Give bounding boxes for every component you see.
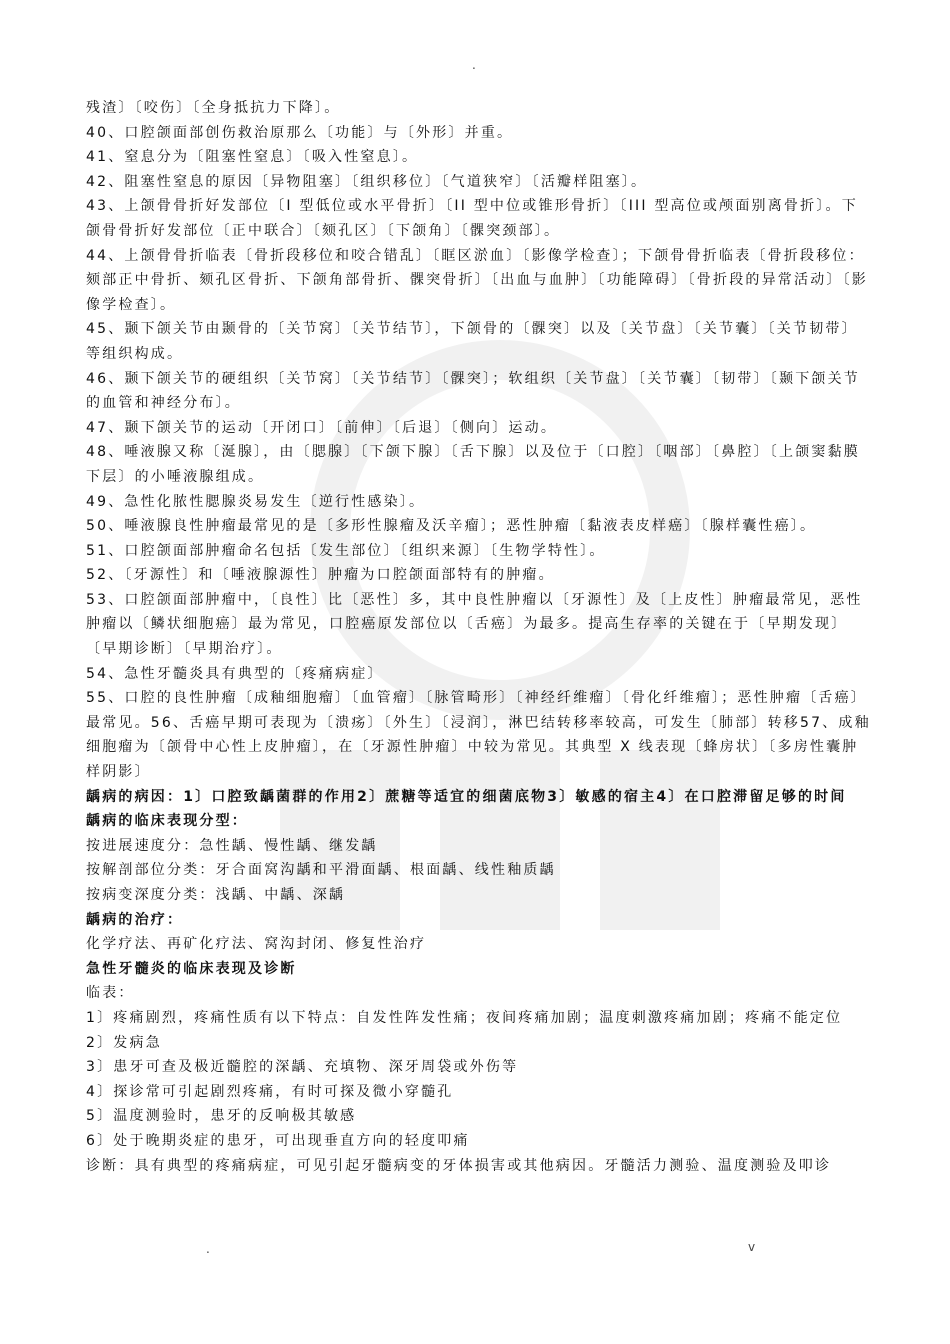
paragraph: 50、唾液腺良性肿瘤最常见的是〔多形性腺瘤及沃辛瘤〕；恶性肿瘤〔黏液表皮样癌〕〔腺样囊性癌〕。 <box>86 518 817 535</box>
paragraph: 2〕发病急 <box>86 1034 162 1051</box>
paragraph: 43、上颌骨骨折好发部位〔I 型低位或水平骨折〕〔II 型中位或锥形骨折〕〔III 型高位或颅面别离骨折〕。下颌骨骨折好发部位〔正中联合〕〔颏孔区〕〔下颌角〕〔髁突颈部〕。 <box>86 198 858 239</box>
paragraph: 按解剖部位分类：牙合面窝沟龋和平滑面龋、根面龋、线性釉质龋 <box>86 862 556 879</box>
section-heading: 龋病的病因：1〕口腔致龋菌群的作用2〕蔗糖等适宜的细菌底物3〕敏感的宿主4〕在口腔滞留足够的时间 <box>86 788 847 805</box>
paragraph: 残渣〕〔咬伤〕〔全身抵抗力下降〕。 <box>86 100 341 116</box>
section-heading: 龋病的临床表现分型： <box>86 813 248 830</box>
paragraph: 1〕疼痛剧烈，疼痛性质有以下特点：自发性阵发性痛；夜间疼痛加剧；温度刺激疼痛加剧；疼痛不能定位 <box>86 1009 843 1026</box>
document-body <box>86 96 872 1178</box>
paragraph: 5〕温度测验时，患牙的反响极其敏感 <box>86 1108 357 1125</box>
paragraph: 42、阻塞性窒息的原因〔异物阻塞〕〔组织移位〕〔气道狭窄〕〔活瓣样阻塞〕。 <box>86 173 648 190</box>
paragraph: 临表： <box>86 985 135 1002</box>
paragraph: 40、口腔颌面部创伤救治原那么〔功能〕与〔外形〕并重。 <box>86 124 514 141</box>
paragraph: 46、颞下颌关节的硬组织〔关节窝〕〔关节结节〕〔髁突〕；软组织〔关节盘〕〔关节囊〕〔韧带〕〔颞下颌关节的血管和神经分布〕。 <box>86 370 861 412</box>
paragraph: 6〕处于晚期炎症的患牙，可出现垂直方向的轻度叩痛 <box>86 1132 470 1149</box>
paragraph: 51、口腔颌面部肿瘤命名包括〔发生部位〕〔组织来源〕〔生物学特性〕。 <box>86 542 606 559</box>
paragraph: 按进展速度分：急性龋、慢性龋、继发龋 <box>86 837 378 854</box>
paragraph: 54、急性牙髓炎具有典型的〔疼痛病症〕 <box>86 665 384 682</box>
section-heading: 急性牙髓炎的临床表现及诊断 <box>86 960 297 977</box>
paragraph: 44、上颌骨骨折临表〔骨折段移位和咬合错乱〕〔眶区淤血〕〔影像学检查〕；下颌骨骨折临表〔骨折段移位：颏部正中骨折、颏孔区骨折、下颌角部骨折、髁突骨折〕〔出血与血肿〕〔功能障碍〕〔骨折段的异常活动〕〔影像学检查〕。 <box>86 247 868 313</box>
footer-dot: . <box>206 1242 210 1256</box>
paragraph: 48、唾液腺又称〔涎腺〕，由〔腮腺〕〔下颌下腺〕〔舌下腺〕以及位于〔口腔〕〔咽部〕〔鼻腔〕〔上颌窦黏膜下层〕的小唾液腺组成。 <box>86 444 861 485</box>
footer-mark: v <box>748 1240 756 1254</box>
paragraph: 49、急性化脓性腮腺炎易发生〔逆行性感染〕。 <box>86 493 426 510</box>
section-heading: 龋病的治疗： <box>86 911 184 928</box>
paragraph: 45、颞下颌关节由颞骨的〔关节窝〕〔关节结节〕，下颌骨的〔髁突〕以及〔关节盘〕〔关节囊〕〔关节韧带〕等组织构成。 <box>86 321 858 362</box>
paragraph: 53、口腔颌面部肿瘤中，〔良性〕比〔恶性〕多，其中良性肿瘤以〔牙源性〕及〔上皮性〕肿瘤最常见，恶性肿瘤以〔鳞状细胞癌〕最为常见，口腔癌原发部位以〔舌癌〕为最多。提高生存率的关键在于〔早期发现〕〔早期诊断〕〔早期治疗〕。 <box>86 591 863 658</box>
paragraph: 47、颞下颌关节的运动〔开闭口〕〔前伸〕〔后退〕〔侧向〕运动。 <box>86 419 558 436</box>
paragraph: 化学疗法、再矿化疗法、窝沟封闭、修复性治疗 <box>86 936 427 953</box>
header-dot: . <box>472 58 476 72</box>
paragraph: 诊断：具有典型的疼痛病症，可见引起牙髓病变的牙体损害或其他病因。牙髓活力测验、温度测验及叩诊 <box>86 1157 832 1174</box>
paragraph: 4〕探诊常可引起剧烈疼痛，有时可探及微小穿髓孔 <box>86 1083 454 1100</box>
paragraph: 41、窒息分为〔阻塞性窒息〕〔吸入性窒息〕。 <box>86 149 419 166</box>
paragraph: 52、〔牙源性〕和〔唾液腺源性〕肿瘤为口腔颌面部特有的肿瘤。 <box>86 567 555 584</box>
paragraph: 55、口腔的良性肿瘤〔成釉细胞瘤〕〔血管瘤〕〔脉管畸形〕〔神经纤维瘤〕〔骨化纤维瘤〕；恶性肿瘤〔舌癌〕最常见。56、舌癌早期可表现为〔溃疡〕〔外生〕〔浸润〕，淋巴结转移率较高，可发生〔肺部〕转移57、成釉细胞瘤为〔颌骨中心性上皮肿瘤〕，在〔牙源性肿瘤〕中较为常见。其典型 X 线表现〔蜂房状〕〔多房性囊肿样阴影〕 <box>86 690 871 781</box>
paragraph: 3〕患牙可查及极近髓腔的深龋、充填物、深牙周袋或外伤等 <box>86 1059 519 1076</box>
paragraph: 按病变深度分类：浅龋、中龋、深龋 <box>86 887 346 903</box>
